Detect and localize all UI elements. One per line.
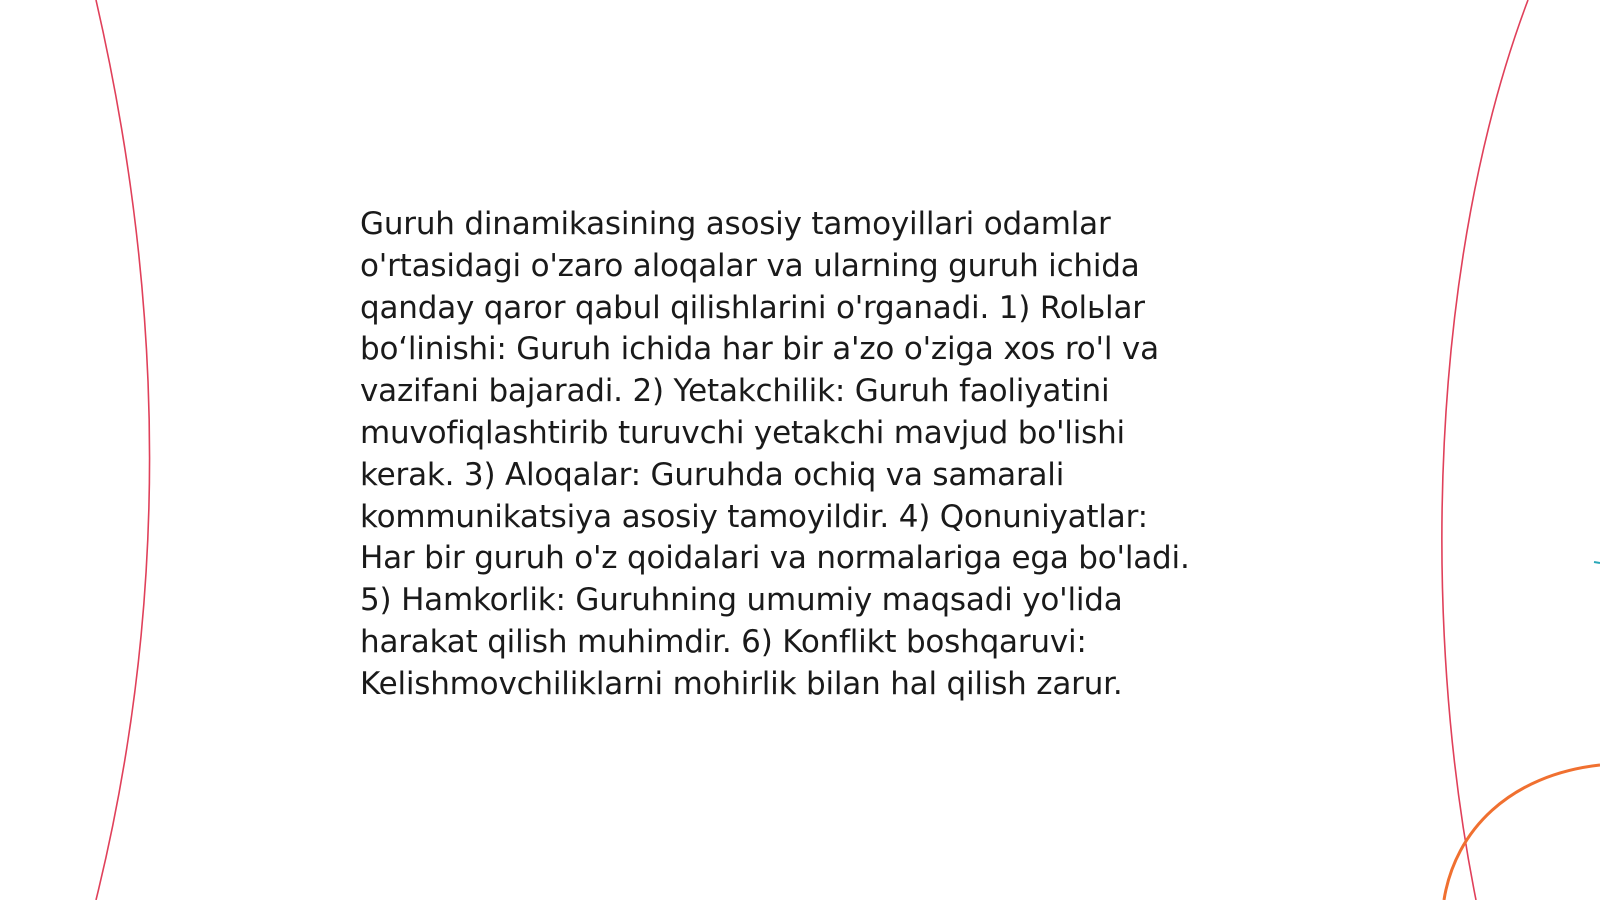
slide-body-text: Guruh dinamikasining asosiy tamoyillari odamlar o'rtasidagi o'zaro aloqalar va ularning guruh ichida qanday qaror qabul qilishlarini o'rganadi. 1) Rolьlar bo‘linishi: Guruh ichida har bir a'zo o'ziga xos ro'l va vazifani bajaradi. 2) Yetakchilik: Guruh faoliyatini muvofiqlashtirib turuvchi yetakchi mavjud bo'lishi kerak. 3) Aloqalar: Guruhda ochiq va samarali kommunikatsiya asosiy tamoyildir. 4) Qonuniyatlar: Har bir guruh o'z qoidalari va normalariga ega bo'ladi. 5) Hamkorlik: Guruhning umumiy maqsadi yo'lida harakat qilish muhimdir. 6) Konflikt boshqaruvi: Kelishmovchiliklarni mohirlik bilan hal qilish zarur.: [360, 206, 1190, 702]
right-curve-line: [1442, 0, 1528, 900]
teal-tick: [1594, 562, 1600, 563]
left-curve-line: [96, 0, 150, 900]
orange-arc: [1444, 765, 1600, 900]
